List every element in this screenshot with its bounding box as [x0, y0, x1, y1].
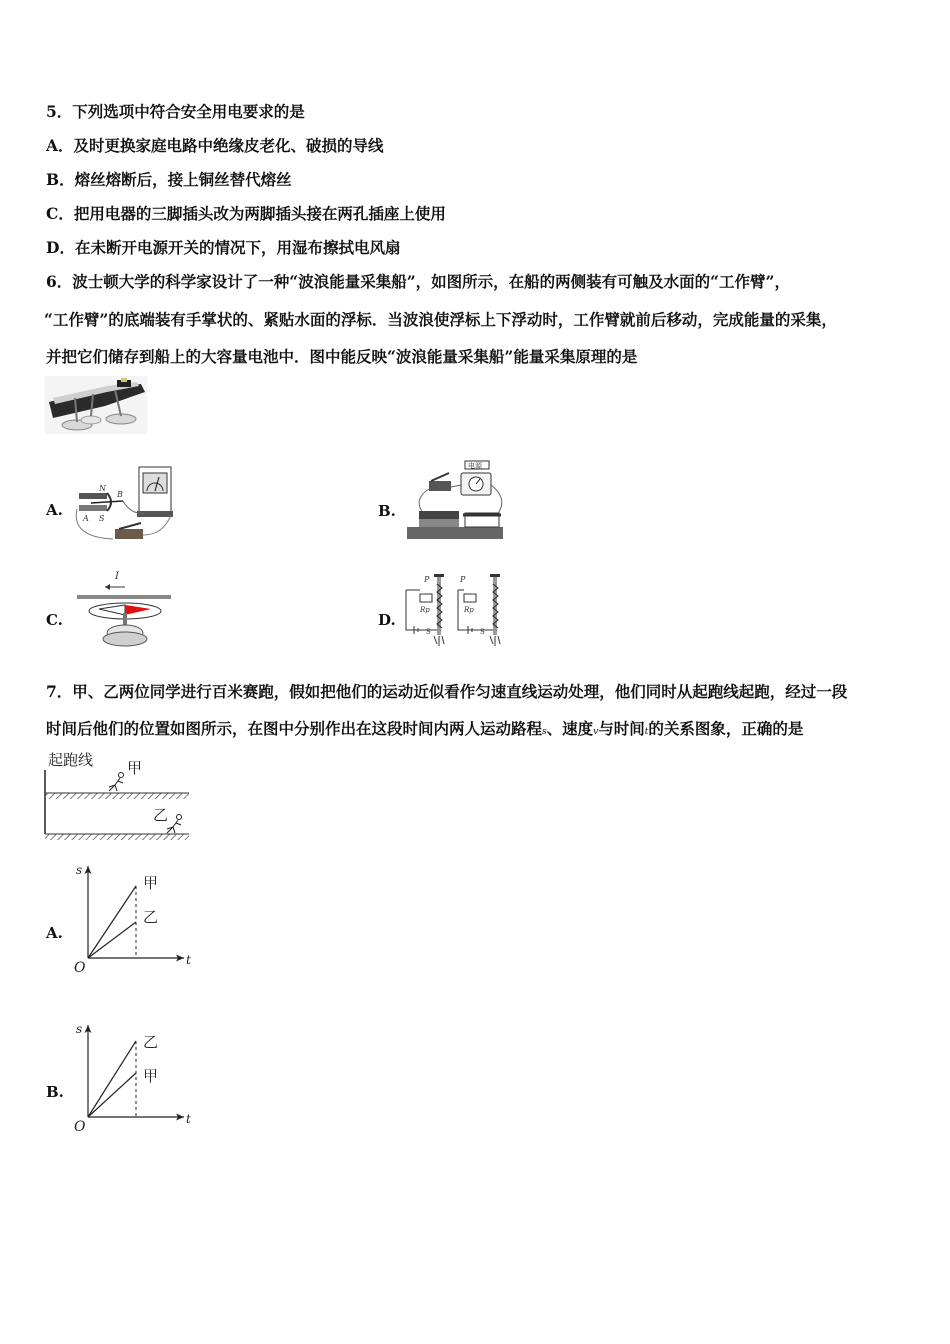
- graph-a-line-lower: [88, 922, 136, 958]
- graph-b-origin: O: [74, 1119, 86, 1135]
- q7-stem-part-b: 、速度: [546, 719, 594, 738]
- runner-jia-label: 甲: [127, 759, 143, 777]
- d-label-p-2: P: [460, 575, 466, 584]
- a-letter-b: B: [117, 490, 123, 499]
- b-power-label: 电源: [468, 462, 482, 470]
- q7-graph-a: [72, 858, 196, 978]
- q7-var-t: t: [644, 727, 649, 737]
- q6-option-a-label: A.: [46, 501, 63, 519]
- graph-a-line-upper: [88, 886, 136, 958]
- graph-a-upper-label: 甲: [143, 874, 159, 892]
- graph-b-y-label: s: [76, 1022, 83, 1036]
- q7-var-s: s: [542, 727, 547, 737]
- q5-option-b: B．熔丝熔断后，接上铜丝替代熔丝: [46, 170, 292, 189]
- c-current-label: I: [115, 571, 119, 582]
- graph-a-lower-label: 乙: [143, 908, 159, 926]
- a-letter-n: N: [99, 484, 106, 493]
- d-label-p-1: P: [424, 575, 430, 584]
- a-letter-s: S: [99, 514, 105, 523]
- graph-b-lower-label: 甲: [143, 1067, 159, 1085]
- wave-energy-boat-figure: [45, 376, 147, 434]
- q6-option-c-oersted-figure: [73, 565, 175, 649]
- q7-stem-line-1: 7．甲、乙两位同学进行百米赛跑，假如把他们的运动近似看作匀速直线运动处理，他们同时从起跑线起跑，经过一段: [46, 682, 848, 701]
- q7-var-v: v: [593, 727, 599, 737]
- d-label-rp-1: Rp: [420, 606, 430, 614]
- q5-stem: 5．下列选项中符合安全用电要求的是: [46, 102, 305, 121]
- d-left-circuit: [406, 574, 444, 646]
- q7-stem-part-c: 与时间: [598, 719, 645, 738]
- d-label-s-2: S: [480, 628, 485, 636]
- q6-option-b-motor-figure: [403, 459, 511, 545]
- runner-yi-icon: [167, 815, 182, 834]
- graph-b-upper-label: 乙: [143, 1033, 159, 1051]
- d-right-circuit: [458, 574, 500, 646]
- q6-option-a-generator-figure: [73, 465, 177, 545]
- q6-option-d-electromagnet-figure: [404, 570, 508, 650]
- q7-stem-part-a: 时间后他们的位置如图所示，在图中分别作出在这段时间内两人运动路程: [46, 719, 543, 738]
- start-line-label: 起跑线: [48, 751, 94, 769]
- d-label-s-1: S: [426, 628, 431, 636]
- q6-option-c-label: C.: [46, 611, 63, 629]
- q7-stem-part-d: 的关系图象，正确的是: [648, 719, 804, 738]
- q7-option-a-label: A.: [46, 924, 63, 942]
- q7-track-figure: [43, 748, 193, 844]
- q6-option-b-label: B.: [378, 502, 396, 520]
- q6-stem-line-2: “工作臂”的底端装有手掌状的、紧贴水面的浮标．当波浪使浮标上下浮动时，工作臂就前后移动，完成能量的采集，: [44, 310, 837, 329]
- q5-option-a: A．及时更换家庭电路中绝缘皮老化、破损的导线: [46, 136, 384, 155]
- q6-stem-line-3: 并把它们储存到船上的大容量电池中．图中能反映“波浪能量采集船”能量采集原理的是: [46, 347, 638, 366]
- q6-option-d-label: D.: [378, 611, 396, 629]
- runner-jia-icon: [109, 773, 124, 792]
- graph-a-origin: O: [74, 960, 86, 976]
- graph-b-x-label: t: [186, 1112, 191, 1126]
- q7-stem-line-2: [46, 719, 803, 742]
- q6-stem-line-1: 6．波士顿大学的科学家设计了一种“波浪能量采集船”，如图所示，在船的两侧装有可触及水面的“工作臂”，: [46, 272, 790, 291]
- graph-a-y-label: s: [76, 863, 83, 877]
- q5-option-d: D．在未断开电源开关的情况下，用湿布擦拭电风扇: [46, 238, 401, 257]
- d-label-rp-2: Rp: [464, 606, 474, 614]
- q7-option-b-label: B.: [46, 1083, 64, 1101]
- q7-graph-b: [72, 1017, 196, 1137]
- q5-option-c: C．把用电器的三脚插头改为两脚插头接在两孔插座上使用: [46, 204, 446, 223]
- runner-yi-label: 乙: [153, 806, 169, 824]
- graph-a-x-label: t: [186, 953, 191, 967]
- a-letter-a: A: [83, 514, 89, 523]
